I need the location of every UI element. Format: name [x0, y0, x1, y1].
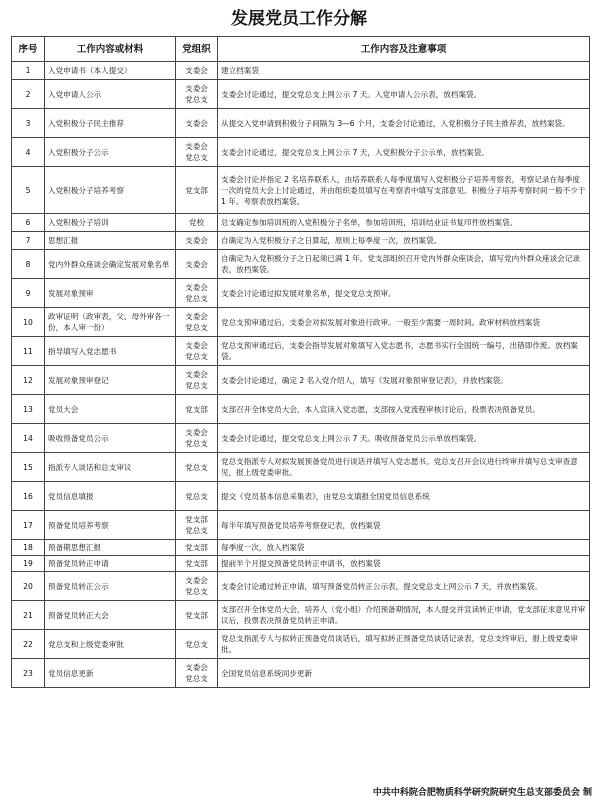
- cell-org: 支委会 党总支: [176, 337, 218, 366]
- table-row: [12, 630, 590, 659]
- cell-org: 支委会 党总支: [176, 138, 218, 167]
- cell-notes: 全国党员信息系统同步更新: [218, 659, 590, 688]
- party-member-steps-table: [11, 36, 590, 688]
- cell-org: 党总支: [176, 482, 218, 511]
- cell-material: 入党积极分子民主推荐: [45, 109, 176, 138]
- cell-org: 支委会 党总支: [176, 659, 218, 688]
- cell-org: 党支部: [176, 167, 218, 214]
- table-row: [12, 540, 590, 556]
- cell-no: 3: [12, 109, 45, 138]
- table-row: [12, 250, 590, 279]
- header-no: 序号: [12, 37, 45, 62]
- cell-org: 党校: [176, 214, 218, 232]
- cell-material: 吸收预备党员公示: [45, 424, 176, 453]
- cell-org: 支委会: [176, 250, 218, 279]
- cell-notes: 从提交入党申请到积极分子间隔为 3—6 个月，支委会讨论通过，入党积极分子民主推荐表，放档案袋。: [218, 109, 590, 138]
- cell-material: 入党申请人公示: [45, 80, 176, 109]
- cell-material: 入党积极分子培养考察: [45, 167, 176, 214]
- cell-org: 党支部: [176, 395, 218, 424]
- cell-notes: 支委会讨论通过，提交党总支上网公示 7 天。入党申请人公示表，放档案袋。: [218, 80, 590, 109]
- table-row: [12, 659, 590, 688]
- table-row: [12, 337, 590, 366]
- cell-org: 党支部: [176, 601, 218, 630]
- cell-org: 支委会 党总支: [176, 308, 218, 337]
- cell-notes: 支委会讨论通过，提交党总支上网公示 7 天。吸收预备党员公示单放档案袋。: [218, 424, 590, 453]
- cell-notes: 支委会讨论通过转正申请，填写预备党员转正公示表，提交党总支上网公示 7 天，并放档案袋。: [218, 572, 590, 601]
- cell-material: 党内外群众座谈会确定发展对象名单: [45, 250, 176, 279]
- cell-notes: 总支确定参加培训班的入党积极分子名单，参加培训班，培训结业证书复印件放档案袋。: [218, 214, 590, 232]
- cell-no: 5: [12, 167, 45, 214]
- cell-material: 入党申请书（本人提交）: [45, 62, 176, 80]
- cell-no: 23: [12, 659, 45, 688]
- table-row: [12, 601, 590, 630]
- table-row: [12, 109, 590, 138]
- table-row: [12, 395, 590, 424]
- cell-org: 支委会 党总支: [176, 80, 218, 109]
- cell-material: 党员信息更新: [45, 659, 176, 688]
- cell-material: 发展对象预审登记: [45, 366, 176, 395]
- cell-notes: 建立档案袋: [218, 62, 590, 80]
- cell-no: 6: [12, 214, 45, 232]
- cell-notes: 党总支预审通过后，支委会指导发展对象填写入党志愿书，志愿书实行全国统一编号，出错即作废。放档案袋。: [218, 337, 590, 366]
- cell-no: 21: [12, 601, 45, 630]
- cell-notes: 自确定为入党积极分子之日算起，原则上每季度一次，放档案袋。: [218, 232, 590, 250]
- cell-org: 党总支: [176, 630, 218, 659]
- cell-material: 发展对象预审: [45, 279, 176, 308]
- cell-no: 11: [12, 337, 45, 366]
- header-org: 党组织: [176, 37, 218, 62]
- cell-notes: 支委会讨论通过，提交党总支上网公示 7 天，入党积极分子公示单，放档案袋。: [218, 138, 590, 167]
- cell-org: 支委会 党总支: [176, 366, 218, 395]
- cell-notes: 党总支指派专人与拟转正预备党员谈话后，填写拟转正预备党员谈话记录表，党总支终审后，报上级党委审批。: [218, 630, 590, 659]
- table-row: [12, 453, 590, 482]
- cell-no: 17: [12, 511, 45, 540]
- cell-notes: 党总支预审通过后，支委会对拟发展对象进行政审。一般至少需要一周时间。政审材料放档案袋: [218, 308, 590, 337]
- cell-no: 8: [12, 250, 45, 279]
- cell-no: 22: [12, 630, 45, 659]
- cell-material: 党员信息填报: [45, 482, 176, 511]
- table-row: [12, 366, 590, 395]
- cell-no: 4: [12, 138, 45, 167]
- cell-material: 党总支和上级党委审批: [45, 630, 176, 659]
- table-header-row: [12, 37, 590, 62]
- cell-material: 指派专人谈话和总支审议: [45, 453, 176, 482]
- cell-no: 13: [12, 395, 45, 424]
- cell-no: 20: [12, 572, 45, 601]
- header-material: 工作内容或材料: [45, 37, 176, 62]
- cell-notes: 每半年填写预备党员培养考察登记表，放档案袋: [218, 511, 590, 540]
- table-row: [12, 232, 590, 250]
- table-row: [12, 572, 590, 601]
- cell-notes: 提前半个月提交预备党员转正申请书，放档案袋: [218, 556, 590, 572]
- cell-no: 9: [12, 279, 45, 308]
- cell-material: 预备党员转正公示: [45, 572, 176, 601]
- table-row: [12, 556, 590, 572]
- cell-no: 2: [12, 80, 45, 109]
- cell-org: 党支部: [176, 556, 218, 572]
- cell-notes: 支委会讨论通过，确定 2 名入党介绍人，填写《发展对象预审登记表》，并放档案袋。: [218, 366, 590, 395]
- table-row: [12, 62, 590, 80]
- table-row: [12, 279, 590, 308]
- cell-org: 支委会 党总支: [176, 424, 218, 453]
- cell-no: 15: [12, 453, 45, 482]
- table-row: [12, 482, 590, 511]
- table-row: [12, 167, 590, 214]
- cell-material: 预备党员转正大会: [45, 601, 176, 630]
- cell-material: 政审证明（政审表，父、母外审各一份，本人审一份）: [45, 308, 176, 337]
- cell-notes: 每季度一次，放入档案袋: [218, 540, 590, 556]
- cell-org: 党支部: [176, 540, 218, 556]
- table-row: [12, 424, 590, 453]
- cell-material: 指导填写入党志愿书: [45, 337, 176, 366]
- cell-notes: 党总支指派专人对拟发展预备党员进行谈话并填写入党志愿书。党总支召开会议进行终审并填写总支审查意见，报上级党委审批。: [218, 453, 590, 482]
- cell-no: 16: [12, 482, 45, 511]
- cell-material: 思想汇报: [45, 232, 176, 250]
- table-row: [12, 80, 590, 109]
- table-row: [12, 511, 590, 540]
- cell-org: 支委会 党总支: [176, 572, 218, 601]
- cell-no: 18: [12, 540, 45, 556]
- cell-material: 党员大会: [45, 395, 176, 424]
- cell-no: 19: [12, 556, 45, 572]
- cell-no: 10: [12, 308, 45, 337]
- cell-org: 支委会: [176, 232, 218, 250]
- document-title: 发展党员工作分解: [231, 9, 367, 29]
- cell-org: 党支部 党总支: [176, 511, 218, 540]
- table-row: [12, 308, 590, 337]
- table-row: [12, 138, 590, 167]
- footer-issuer: 中共中科院合肥物质科学研究院研究生总支部委员会 制: [372, 788, 592, 798]
- cell-notes: 支委会讨论并指定 2 名培养联系人，由培养联系人每季度填写入党积极分子培养考察表，考察记录在每季度一次的党员大会上讨论通过，并由组织委员填写在考察表中填写支部意见。积极分子培养考察时间一般不少于 1 年。考察表放档案袋。: [218, 167, 590, 214]
- table-row: [12, 214, 590, 232]
- cell-no: 1: [12, 62, 45, 80]
- cell-material: 入党积极分子培训: [45, 214, 176, 232]
- cell-org: 支委会 党总支: [176, 279, 218, 308]
- cell-notes: 支部召开全体党员大会，培养人（党小组）介绍预备期情况，本人提交并宣读转正申请，党支部征求意见并审议后，投票表决预备党员转正申请。: [218, 601, 590, 630]
- cell-notes: 提交《党员基本信息采集表》，由党总支填报全国党员信息系统: [218, 482, 590, 511]
- cell-notes: 自确定为入党积极分子之日起须已满 1 年。党支部组织召开党内外群众座谈会，填写党内外群众座谈会记录表，放档案袋。: [218, 250, 590, 279]
- cell-org: 党总支: [176, 453, 218, 482]
- cell-no: 12: [12, 366, 45, 395]
- cell-notes: 支部召开全体党员大会，本人宣读入党志愿，支部按入党流程审核讨论后，投票表决预备党员。: [218, 395, 590, 424]
- cell-material: 预备期思想汇报: [45, 540, 176, 556]
- header-notes: 工作内容及注意事项: [218, 37, 590, 62]
- cell-material: 预备党员培养考察: [45, 511, 176, 540]
- cell-org: 支委会: [176, 62, 218, 80]
- cell-material: 入党积极分子公示: [45, 138, 176, 167]
- cell-material: 预备党员转正申请: [45, 556, 176, 572]
- cell-no: 7: [12, 232, 45, 250]
- cell-org: 支委会: [176, 109, 218, 138]
- cell-notes: 支委会讨论通过拟发展对象名单，提交党总支预审。: [218, 279, 590, 308]
- table-body: [12, 62, 590, 688]
- cell-no: 14: [12, 424, 45, 453]
